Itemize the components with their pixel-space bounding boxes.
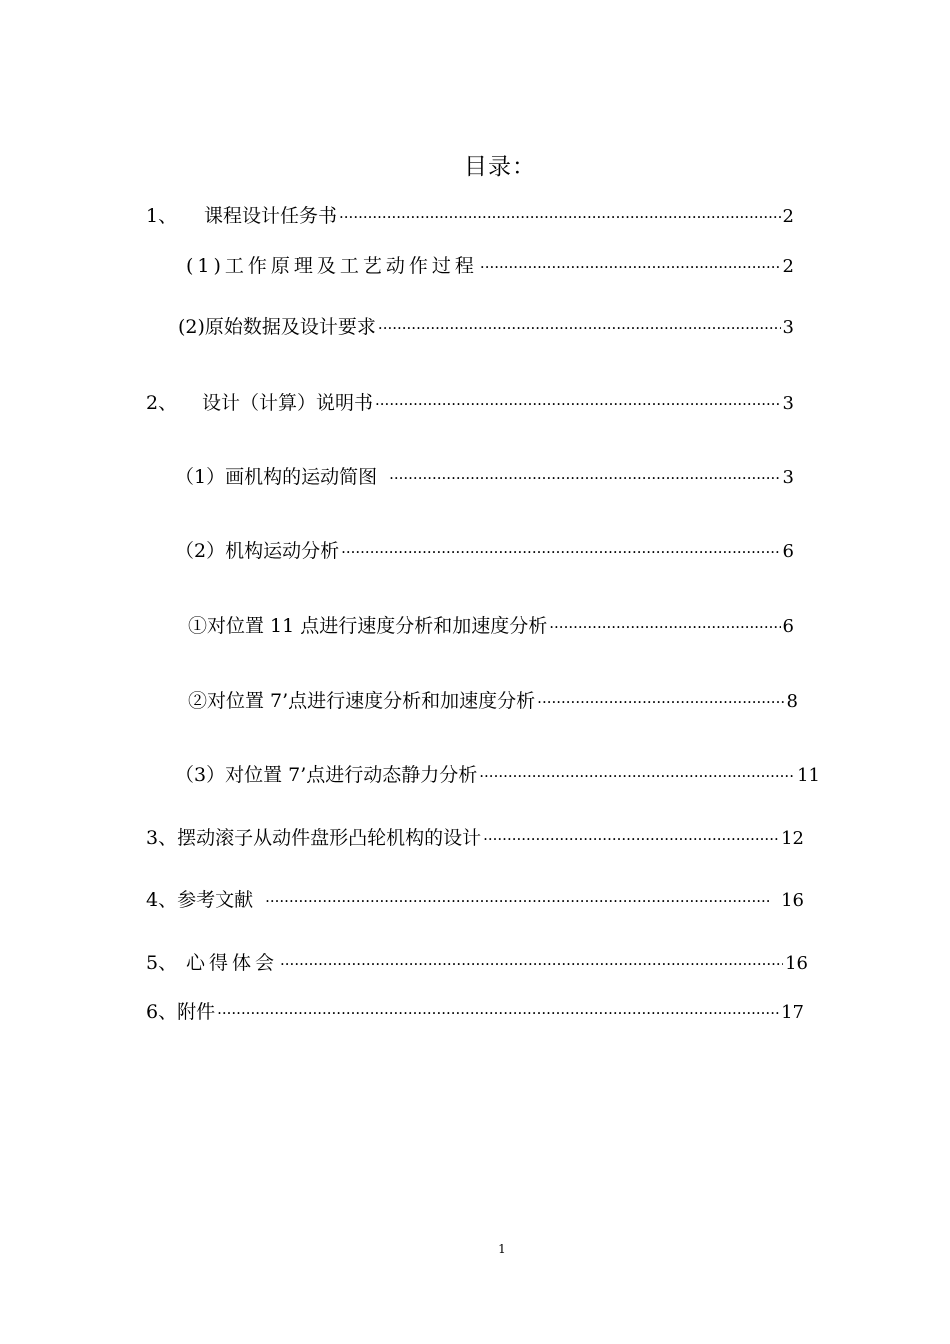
toc-entry-page: 2 xyxy=(782,256,794,277)
toc-entry-label: 参考文献 xyxy=(177,889,254,911)
toc-leader-dots xyxy=(339,204,781,230)
toc-entry-page: 12 xyxy=(781,828,804,849)
toc-entry-number: 2、 xyxy=(146,392,178,414)
toc-entry-page: 2 xyxy=(782,206,794,227)
toc-entry-label: (1)工作原理及工艺动作过程 xyxy=(186,255,478,277)
toc-entry-label: ②对位置 7’点进行速度分析和加速度分析 xyxy=(188,690,536,712)
toc-entry[interactable] xyxy=(146,825,804,851)
toc-entry-page: 3 xyxy=(782,317,794,338)
toc-entry-label: 摆动滚子从动件盘形凸轮机构的设计 xyxy=(177,827,482,849)
toc-leader-dots xyxy=(483,826,779,852)
toc-entry-page: 16 xyxy=(781,890,804,911)
toc-entry-label: 设计（计算）说明书 xyxy=(202,392,374,414)
toc-leader-dots xyxy=(480,254,781,280)
toc-entry-label: （3）对位置 7’点进行动态静力分析 xyxy=(175,764,478,786)
toc-entry[interactable] xyxy=(175,464,794,490)
toc-entry-page: 6 xyxy=(782,541,794,562)
toc-entry-label: （2）机构运动分析 xyxy=(175,540,340,562)
toc-entry-label: (2)原始数据及设计要求 xyxy=(178,316,376,338)
toc-leader-dots xyxy=(537,689,784,715)
toc-entry-label: （1）画机构的运动简图 xyxy=(175,466,378,488)
toc-entry-page: 16 xyxy=(785,953,808,974)
toc-leader-dots xyxy=(265,888,769,914)
toc-entry[interactable] xyxy=(188,613,794,639)
toc-entry-page: 11 xyxy=(797,765,820,786)
toc-entry[interactable] xyxy=(146,950,808,976)
toc-entry[interactable] xyxy=(146,390,794,416)
toc-entry-label: 附件 xyxy=(177,1001,216,1023)
toc-entry-number: 3、 xyxy=(146,827,178,849)
toc-entry[interactable] xyxy=(175,762,820,788)
page-number: 1 xyxy=(498,1242,506,1256)
toc-entry[interactable] xyxy=(178,314,794,340)
toc-entry-number: 4、 xyxy=(146,889,178,911)
toc-leader-dots xyxy=(217,1000,779,1026)
toc-leader-dots xyxy=(549,614,780,640)
toc-entry-label: 心得体会 xyxy=(186,952,279,974)
toc-leader-dots xyxy=(479,763,795,789)
toc-entry-page: 3 xyxy=(782,393,794,414)
toc-entry[interactable] xyxy=(175,538,794,564)
toc-entry-number: 1、 xyxy=(146,205,178,227)
toc-entry-number: 6、 xyxy=(146,1001,178,1023)
toc-title: 目录： xyxy=(464,154,536,180)
toc-entry-label: 课程设计任务书 xyxy=(204,205,338,227)
toc-entry[interactable] xyxy=(146,887,804,913)
toc-leader-dots xyxy=(280,951,783,977)
toc-leader-dots xyxy=(341,539,780,565)
toc-entry-number: 5、 xyxy=(146,952,178,974)
toc-entry[interactable] xyxy=(146,203,794,229)
toc-entry-page: 17 xyxy=(781,1002,804,1023)
toc-leader-dots xyxy=(378,315,781,341)
toc-entry[interactable] xyxy=(188,688,798,714)
toc-leader-dots xyxy=(389,465,780,491)
toc-entry[interactable] xyxy=(146,999,804,1025)
toc-entry[interactable] xyxy=(186,253,794,279)
toc-entry-page: 6 xyxy=(782,616,794,637)
toc-entry-label: ①对位置 11 点进行速度分析和加速度分析 xyxy=(188,615,548,637)
toc-entry-page: 3 xyxy=(782,467,794,488)
toc-entry-page: 8 xyxy=(786,691,798,712)
toc-leader-dots xyxy=(375,391,781,417)
